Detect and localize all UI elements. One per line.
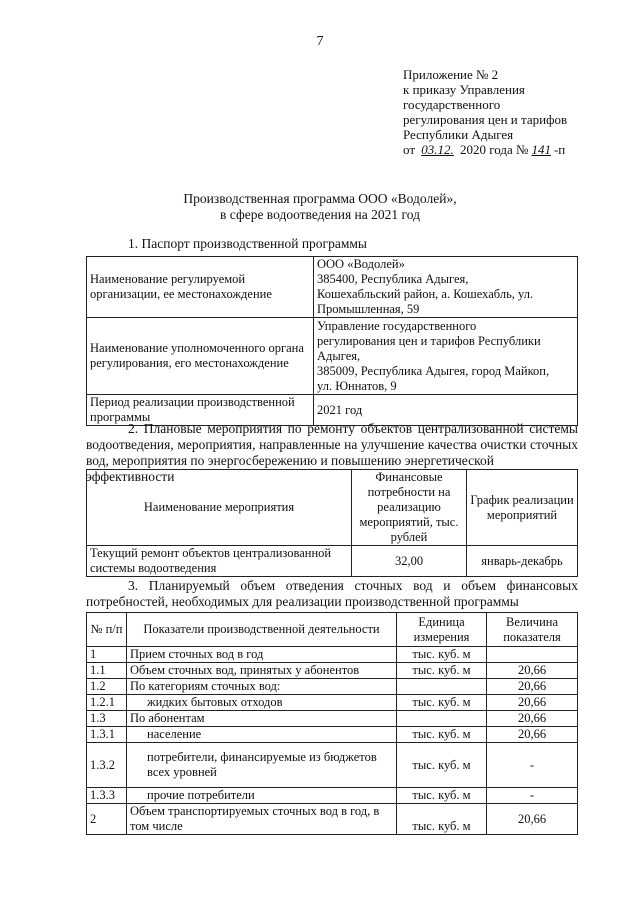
appendix-line: к приказу Управления [403,82,525,97]
value-line: 385400, Республика Адыгея, [317,272,469,286]
column-header-unit: Единица измерения [397,613,487,647]
value-line: Управление государственного [317,318,477,333]
value-line: регулирования цен и тарифов Республики [317,333,541,348]
appendix-line: Республики Адыгея [403,127,514,142]
row-value: 20,66 [487,727,578,743]
column-header-indicator: Показатели производственной деятельности [127,613,397,647]
row-value: 20,66 [487,695,578,711]
row-name: прочие потребители [127,788,397,804]
row-num: 1.3 [87,711,127,727]
row-unit [397,679,487,695]
row-value: 20,66 [487,679,578,695]
handwritten-number: 141 [531,142,551,157]
row-num: 1 [87,647,127,663]
table-header-row [87,470,578,546]
table-row [87,257,578,318]
table-row [87,804,578,835]
table-header-row [87,613,578,647]
table-row [87,647,578,663]
row-unit: тыс. куб. м [397,743,487,788]
passport-value [314,257,578,318]
table-row [87,711,578,727]
row-name: По категориям сточных вод: [127,679,397,695]
row-name: Прием сточных вод в год [127,647,397,663]
title-line: Производственная программа ООО «Водолей», [183,191,457,206]
appendix-line: Приложение № 2 [403,67,499,82]
row-unit: тыс. куб. м [397,647,487,663]
value-line: Адыгея, [317,348,361,363]
passport-value [314,318,578,395]
heading-line: 2. Плановые мероприятия по ремонту объектов централизованной системы [128,421,578,436]
date-mid: 2020 года № [460,142,529,157]
table-row [87,727,578,743]
row-num: 1.3.1 [87,727,127,743]
table-row [87,695,578,711]
column-header-finance: Финансовые потребности на реализацию мероприятий, тыс. рублей [352,470,467,546]
passport-table [86,256,578,426]
column-header-value: Величина показателя [487,613,578,647]
measure-schedule: январь-декабрь [467,546,578,577]
column-header-name: Наименование мероприятия [87,470,352,546]
row-name: потребители, финансируемые из бюджетов всех уровней [127,743,397,788]
appendix-line: государственного [403,97,501,112]
appendix-date-line [403,142,623,157]
value-line: Кошехабльский район, а. Кошехабль, ул. [317,287,534,301]
table-row [87,318,578,395]
row-num: 2 [87,804,127,835]
table-row [87,679,578,695]
row-value: - [487,788,578,804]
row-value [487,647,578,663]
heading-line: 3. Планируемый объем отведения сточных вод и объем финансовых [128,578,578,593]
row-name: Объем транспортируемых сточных вод в год, в том числе [127,804,397,835]
value-line: Промышленная, 59 [317,302,420,316]
heading-line: потребностей, необходимых для реализации производственной программы [86,594,519,609]
table-row [87,546,578,577]
row-num: 1.1 [87,663,127,679]
table-row [87,743,578,788]
value-line: 385009, Республика Адыгея, город Майкоп, [317,363,550,378]
row-value: - [487,743,578,788]
measure-finance: 32,00 [352,546,467,577]
section1-heading: 1. Паспорт производственной программы [128,236,367,251]
passport-label: Наименование регулируемой организации, ее местонахождение [87,257,314,318]
passport-label: Наименование уполномоченного органа регулирования, его местонахождение [87,318,314,395]
number-suffix: -п [553,142,566,157]
value-line: ул. Юннатов, 9 [317,378,397,393]
row-unit: тыс. куб. м [397,804,487,835]
row-name: По абонентам [127,711,397,727]
date-prefix: от [403,142,416,157]
column-header-schedule: График реализации мероприятий [467,470,578,546]
row-unit: тыс. куб. м [397,695,487,711]
row-unit: тыс. куб. м [397,788,487,804]
row-unit [397,711,487,727]
section3-heading [86,578,578,610]
value-line: ООО «Водолей» [317,257,405,271]
row-unit: тыс. куб. м [397,663,487,679]
appendix-line: регулирования цен и тарифов [403,112,568,127]
measure-name: Текущий ремонт объектов централизованной системы водоотведения [87,546,352,577]
heading-line: водоотведения, мероприятия, направленные на улучшение качества очистки сточных [86,437,578,452]
table-row [87,788,578,804]
document-title [0,191,640,223]
passport-label: Период реализации производственной программы [87,395,314,426]
value-line: 2021 год [317,402,363,417]
row-name: жидких бытовых отходов [127,695,397,711]
measures-table [86,469,578,577]
row-name: население [127,727,397,743]
row-value: 20,66 [487,711,578,727]
appendix-block [403,67,623,157]
row-num: 1.3.3 [87,788,127,804]
row-num: 1.2.1 [87,695,127,711]
indicators-table [86,612,578,835]
page-number: 7 [316,34,324,49]
heading-line: вод, мероприятия по энергосбережению и повышению энергетической эффективности [86,453,494,484]
row-num: 1.3.2 [87,743,127,788]
row-value: 20,66 [487,804,578,835]
title-line: в сфере водоотведения на 2021 год [220,207,420,222]
row-unit: тыс. куб. м [397,727,487,743]
column-header-num: № п/п [87,613,127,647]
row-value: 20,66 [487,663,578,679]
table-row [87,663,578,679]
handwritten-date: 03.12. [421,142,454,157]
row-num: 1.2 [87,679,127,695]
row-name: Объем сточных вод, принятых у абонентов [127,663,397,679]
